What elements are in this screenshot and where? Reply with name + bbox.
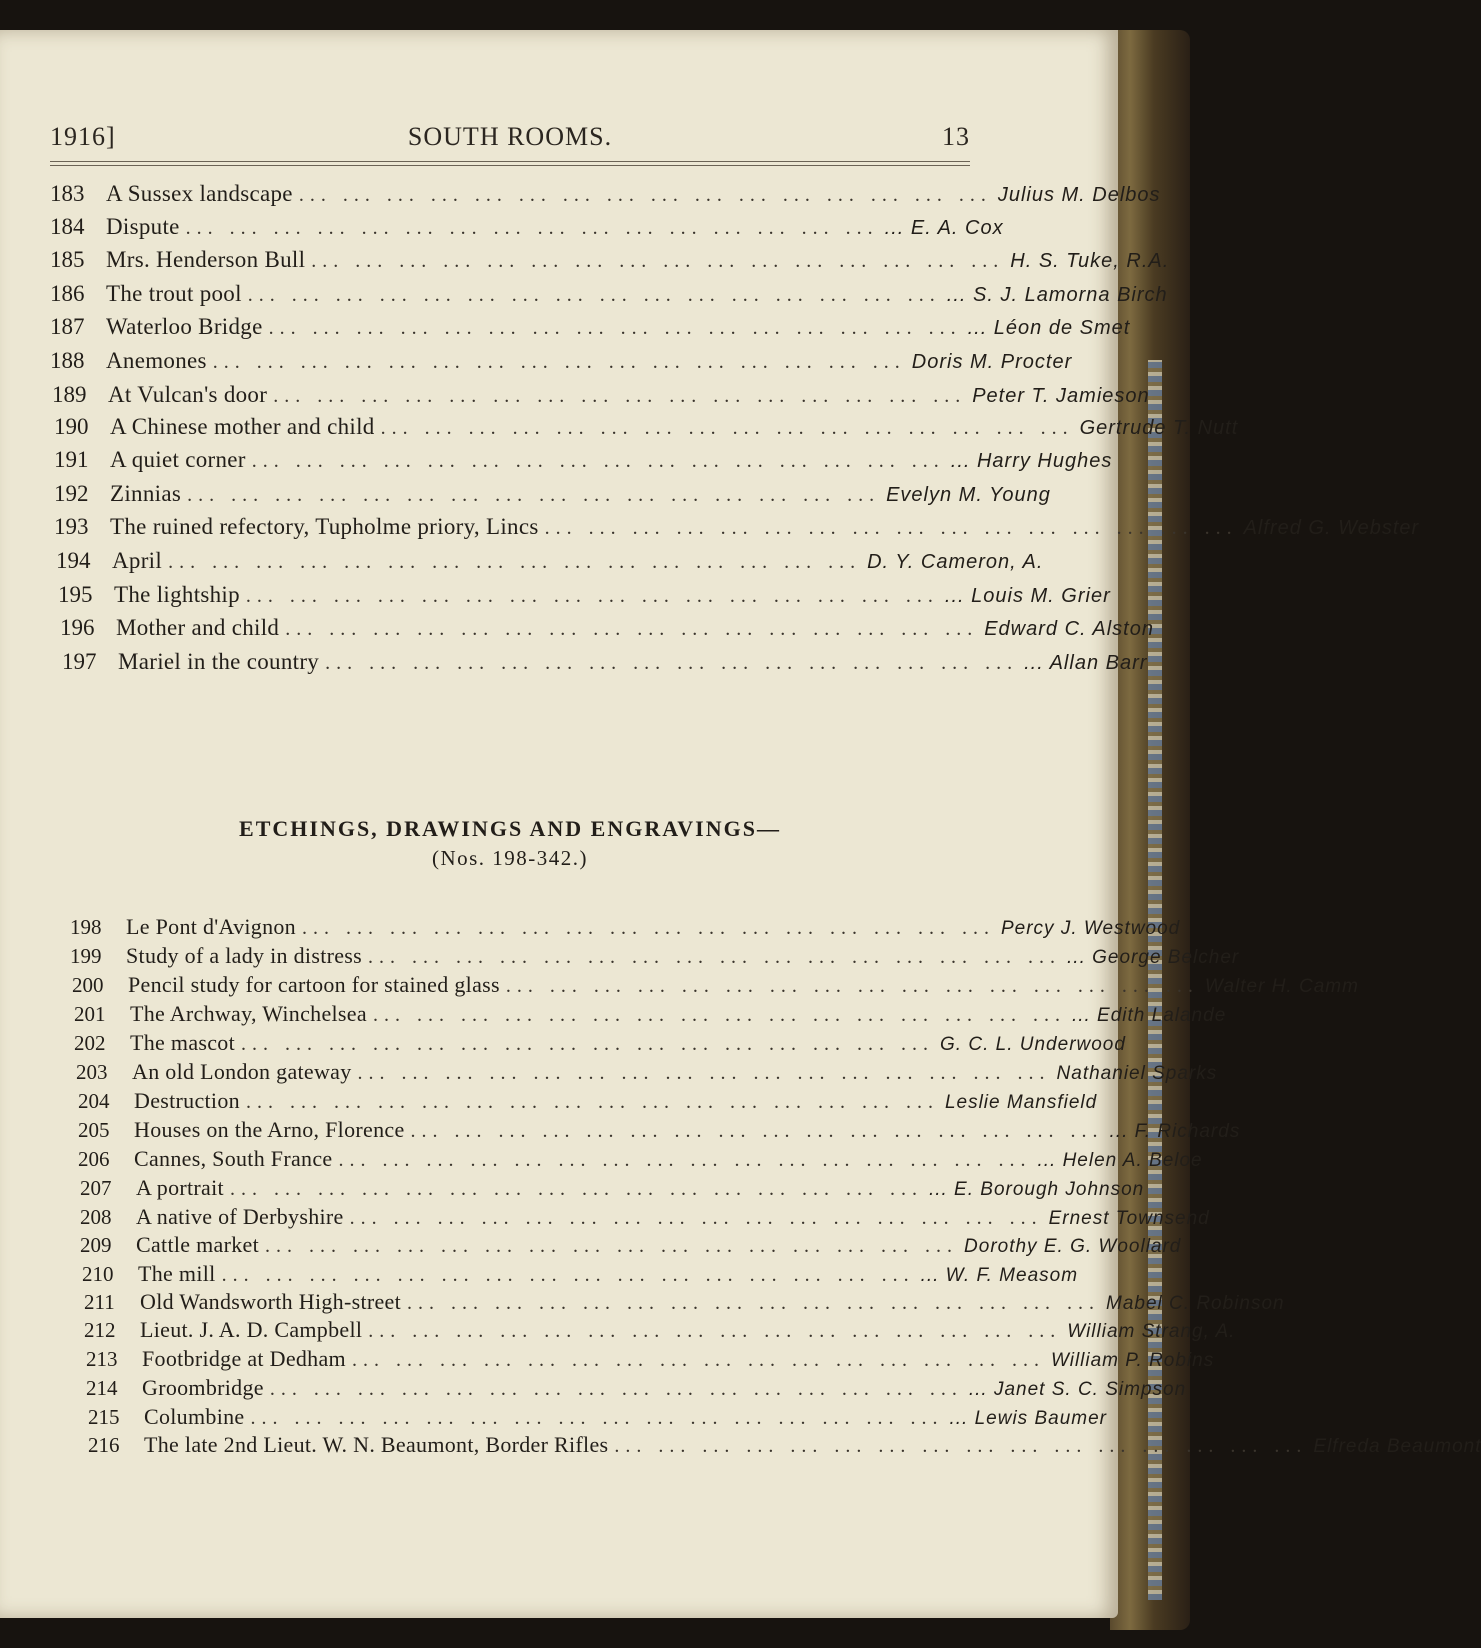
entry-artist: ... Léon de Smet — [967, 317, 1131, 339]
entry-artist: Dorothy E. G. Woollard — [964, 1236, 1182, 1257]
leader-dots: ... ... ... ... ... ... ... ... ... ... ... ... ... ... ... ... — [505, 975, 1199, 997]
entry-artist: ... W. F. Measom — [920, 1265, 1079, 1286]
entry-title: Old Wandsworth High-street — [140, 1289, 402, 1314]
header-rule — [50, 161, 970, 162]
leader-dots: ... ... ... ... ... ... ... ... ... ... ... ... ... ... ... ... — [338, 1149, 1032, 1171]
entry-title: An old London gateway — [132, 1059, 352, 1084]
entry-artist: Edward C. Alston — [984, 618, 1154, 640]
catalogue-entry — [50, 181, 1161, 207]
entry-number: 192 — [54, 481, 89, 506]
entry-title: The ruined refectory, Tupholme priory, Lincs — [110, 514, 539, 539]
entry-title: Mother and child — [116, 615, 280, 640]
catalogue-entry — [58, 582, 1111, 608]
catalogue-entry — [50, 247, 1170, 273]
entry-title: The late 2nd Lieut. W. N. Beaumont, Border Rifles — [144, 1432, 609, 1457]
entry-title: April — [112, 548, 163, 573]
entry-number: 204 — [78, 1089, 110, 1113]
entry-title: Destruction — [134, 1088, 240, 1113]
entry-artist: ... Louis M. Grier — [944, 585, 1111, 607]
entry-number: 196 — [60, 615, 95, 640]
leader-dots: ... ... ... ... ... ... ... ... ... ... ... ... ... ... ... ... — [265, 1235, 959, 1257]
page-number: 13 — [942, 122, 970, 151]
catalogue-entry — [80, 1232, 1182, 1258]
leader-dots: ... ... ... ... ... ... ... ... ... ... ... ... ... ... ... ... — [325, 652, 1019, 674]
entry-artist: ... Janet S. C. Simpson — [968, 1379, 1187, 1400]
leader-dots: ... ... ... ... ... ... ... ... ... ... ... ... ... ... ... ... — [372, 1004, 1066, 1026]
catalogue-entry — [52, 382, 1150, 408]
entry-artist: Mabel C. Robinson — [1106, 1293, 1285, 1314]
entry-number: 213 — [86, 1347, 118, 1371]
entry-number: 189 — [52, 382, 87, 407]
leader-dots: ... ... ... ... ... ... ... ... ... ... ... ... ... ... ... ... — [357, 1062, 1051, 1084]
catalogue-entry — [76, 1059, 1218, 1085]
entry-title: Pencil study for cartoon for stained glass — [128, 972, 500, 997]
header-year: 1916] — [50, 122, 116, 151]
catalogue-entry — [84, 1317, 1236, 1343]
entry-number: 191 — [54, 447, 89, 472]
entry-title: The mascot — [130, 1030, 236, 1055]
catalogue-entry — [78, 1117, 1241, 1143]
catalogue-entry — [74, 1001, 1227, 1027]
leader-dots: ... ... ... ... ... ... ... ... ... ... ... ... ... ... ... ... — [614, 1435, 1308, 1457]
header-title: SOUTH ROOMS. — [407, 122, 613, 151]
leader-dots: ... ... ... ... ... ... ... ... ... ... ... ... ... ... ... ... — [298, 184, 992, 206]
entry-artist: Julius M. Delbos — [997, 184, 1161, 206]
leader-dots: ... ... ... ... ... ... ... ... ... ... ... ... ... ... ... ... — [185, 217, 879, 239]
entry-number: 183 — [50, 181, 85, 206]
catalogue-entry — [74, 1030, 1126, 1056]
entry-artist: ... Allan Barr — [1024, 652, 1148, 674]
entry-artist: Peter T. Jamieson — [972, 385, 1150, 407]
leader-dots: ... ... ... ... ... ... ... ... ... ... ... ... ... ... ... ... — [247, 284, 941, 306]
catalogue-entry — [80, 1175, 1145, 1201]
leader-dots: ... ... ... ... ... ... ... ... ... ... ... ... ... ... ... ... — [212, 351, 906, 373]
entry-number: 190 — [54, 414, 89, 439]
entry-number: 215 — [88, 1405, 120, 1429]
leader-dots: ... ... ... ... ... ... ... ... ... ... ... ... ... ... ... ... — [311, 250, 1005, 272]
entry-title: Anemones — [106, 348, 207, 373]
catalogue-entry — [72, 972, 1359, 998]
entry-artist: Percy J. Westwood — [1000, 918, 1181, 939]
leader-dots: ... ... ... ... ... ... ... ... ... ... ... ... ... ... ... ... — [368, 1320, 1062, 1342]
entry-number: 211 — [84, 1290, 115, 1314]
leader-dots: ... ... ... ... ... ... ... ... ... ... ... ... ... ... ... ... — [368, 946, 1062, 968]
entry-artist: Walter H. Camm — [1204, 976, 1359, 997]
entry-artist: ... George Belcher — [1067, 947, 1240, 968]
catalogue-entry — [50, 348, 1073, 374]
leader-dots: ... ... ... ... ... ... ... ... ... ... ... ... ... ... ... ... — [245, 585, 939, 607]
catalogue-entry — [78, 1088, 1098, 1114]
leader-dots: ... ... ... ... ... ... ... ... ... ... ... ... ... ... ... ... — [351, 1349, 1045, 1371]
leader-dots: ... ... ... ... ... ... ... ... ... ... ... ... ... ... ... ... — [301, 917, 995, 939]
catalogue-entry — [82, 1261, 1079, 1287]
leader-dots: ... ... ... ... ... ... ... ... ... ... ... ... ... ... ... ... — [241, 1033, 935, 1055]
catalogue-entry — [78, 1146, 1203, 1172]
catalogue-entry — [50, 314, 1131, 340]
catalogue-entry — [86, 1375, 1187, 1401]
entry-title: At Vulcan's door — [108, 382, 268, 407]
entry-number: 185 — [50, 247, 85, 272]
catalogue-entry — [54, 514, 1420, 540]
section-subtitle: (Nos. 198-342.) — [431, 846, 589, 870]
entry-title: Mrs. Henderson Bull — [106, 247, 306, 272]
catalogue-entry — [56, 548, 1044, 574]
entry-artist: Ernest Townsend — [1048, 1208, 1210, 1229]
catalogue-entry — [62, 649, 1148, 675]
entry-artist: H. S. Tuke, R.A. — [1010, 250, 1170, 272]
entry-title: The trout pool — [106, 281, 242, 306]
entry-number: 199 — [70, 944, 102, 968]
leader-dots: ... ... ... ... ... ... ... ... ... ... ... ... ... ... ... ... — [273, 385, 967, 407]
entry-artist: Nathaniel Sparks — [1056, 1063, 1218, 1084]
catalogue-entry — [80, 1204, 1210, 1230]
entry-artist: ... Edith Lalande — [1071, 1005, 1227, 1026]
entry-number: 203 — [76, 1060, 108, 1084]
catalogue-entry — [70, 914, 1181, 940]
entry-title: A native of Derbyshire — [136, 1204, 344, 1229]
leader-dots: ... ... ... ... ... ... ... ... ... ... ... ... ... ... ... ... — [187, 484, 881, 506]
leader-dots: ... ... ... ... ... ... ... ... ... ... ... ... ... ... ... ... — [349, 1207, 1043, 1229]
catalogue-entry — [50, 281, 1168, 307]
entry-number: 216 — [88, 1433, 120, 1457]
entry-number: 194 — [56, 548, 91, 573]
entry-title: Houses on the Arno, Florence — [134, 1117, 405, 1142]
entry-artist: Elfreda Beaumont — [1313, 1436, 1481, 1457]
entry-number: 214 — [86, 1376, 118, 1400]
leader-dots: ... ... ... ... ... ... ... ... ... ... ... ... ... ... ... ... — [268, 317, 962, 339]
entry-title: Waterloo Bridge — [106, 314, 263, 339]
catalogue-entry — [50, 214, 1004, 240]
section-title: ETCHINGS, DRAWINGS AND ENGRAVINGS— — [239, 816, 781, 841]
entry-artist: ... Lewis Baumer — [949, 1408, 1107, 1429]
leader-dots: ... ... ... ... ... ... ... ... ... ... ... ... ... ... ... ... — [410, 1120, 1104, 1142]
leader-dots: ... ... ... ... ... ... ... ... ... ... ... ... ... ... ... ... — [229, 1178, 923, 1200]
entry-title: Cannes, South France — [134, 1146, 333, 1171]
entry-number: 210 — [82, 1262, 114, 1286]
leader-dots: ... ... ... ... ... ... ... ... ... ... ... ... ... ... ... ... — [250, 1407, 944, 1429]
leader-dots: ... ... ... ... ... ... ... ... ... ... ... ... ... ... ... ... — [168, 551, 862, 573]
entry-number: 187 — [50, 314, 85, 339]
entry-artist: William P. Robins — [1050, 1350, 1215, 1371]
entry-artist: Doris M. Procter — [911, 351, 1073, 373]
leader-dots: ... ... ... ... ... ... ... ... ... ... ... ... ... ... ... ... — [380, 417, 1074, 439]
entry-title: A portrait — [136, 1175, 224, 1200]
entry-title: Cattle market — [136, 1232, 260, 1257]
entry-artist: Gertrude T. Nutt — [1079, 417, 1239, 439]
entry-artist: ... E. Borough Johnson — [928, 1179, 1145, 1200]
entry-title: A Chinese mother and child — [110, 414, 375, 439]
entry-title: Groombridge — [142, 1375, 264, 1400]
entry-artist: ... S. J. Lamorna Birch — [946, 284, 1168, 306]
entry-title: The lightship — [114, 582, 240, 607]
entry-title: Zinnias — [110, 481, 182, 506]
catalogue-entry — [86, 1346, 1215, 1372]
catalogue-entry — [88, 1404, 1107, 1430]
entry-number: 198 — [70, 915, 102, 939]
entry-artist: ... F. Richards — [1109, 1121, 1241, 1142]
leader-dots: ... ... ... ... ... ... ... ... ... ... ... ... ... ... ... ... — [269, 1378, 963, 1400]
entry-number: 206 — [78, 1147, 110, 1171]
catalogue-entry — [54, 447, 1113, 473]
entry-artist: G. C. L. Underwood — [940, 1034, 1126, 1055]
entry-number: 186 — [50, 281, 85, 306]
entry-title: Columbine — [144, 1404, 245, 1429]
entry-number: 212 — [84, 1318, 116, 1342]
entry-title: Mariel in the country — [118, 649, 320, 674]
catalogue-entry — [54, 481, 1051, 507]
entry-artist: Leslie Mansfield — [944, 1092, 1098, 1113]
running-header — [50, 122, 970, 162]
leader-dots: ... ... ... ... ... ... ... ... ... ... ... ... ... ... ... ... — [285, 618, 979, 640]
entry-title: Dispute — [106, 214, 180, 239]
leader-dots: ... ... ... ... ... ... ... ... ... ... ... ... ... ... ... ... — [221, 1264, 915, 1286]
entry-number: 200 — [72, 973, 104, 997]
entry-artist: Alfred G. Webster — [1243, 517, 1420, 539]
entry-number: 202 — [74, 1031, 106, 1055]
leader-dots: ... ... ... ... ... ... ... ... ... ... ... ... ... ... ... ... — [245, 1091, 939, 1113]
entry-number: 208 — [80, 1205, 112, 1229]
catalogue-entry — [88, 1432, 1481, 1458]
header-rule-thin — [50, 165, 970, 166]
entry-artist: ... Harry Hughes — [950, 450, 1113, 472]
entry-title: Le Pont d'Avignon — [126, 914, 296, 939]
entry-artist: William Strang, A. — [1067, 1321, 1236, 1342]
entry-title: Study of a lady in distress — [126, 943, 363, 968]
entry-title: Lieut. J. A. D. Campbell — [140, 1317, 363, 1342]
entry-number: 209 — [80, 1233, 112, 1257]
entry-title: The mill — [138, 1261, 216, 1286]
leader-dots: ... ... ... ... ... ... ... ... ... ... ... ... ... ... ... ... — [407, 1292, 1101, 1314]
entry-number: 197 — [62, 649, 97, 674]
entry-title: Footbridge at Dedham — [142, 1346, 346, 1371]
entry-number: 201 — [74, 1002, 106, 1026]
entry-artist: ... E. A. Cox — [884, 217, 1004, 239]
catalogue-entry — [54, 414, 1239, 440]
catalogue-entry — [84, 1289, 1285, 1315]
book-page — [0, 30, 1481, 1618]
entry-number: 195 — [58, 582, 93, 607]
catalogue-entry — [60, 615, 1154, 641]
entry-artist: D. Y. Cameron, A. — [867, 551, 1044, 573]
entry-artist: Evelyn M. Young — [886, 484, 1051, 506]
entry-title: A quiet corner — [110, 447, 246, 472]
leader-dots: ... ... ... ... ... ... ... ... ... ... ... ... ... ... ... ... — [251, 450, 945, 472]
entry-number: 184 — [50, 214, 85, 239]
entry-number: 207 — [80, 1176, 112, 1200]
leader-dots: ... ... ... ... ... ... ... ... ... ... ... ... ... ... ... ... — [544, 517, 1238, 539]
entry-artist: ... Helen A. Beloe — [1037, 1150, 1203, 1171]
entry-number: 205 — [78, 1118, 110, 1142]
entry-number: 188 — [50, 348, 85, 373]
catalogue-entry — [70, 943, 1240, 969]
entry-title: The Archway, Winchelsea — [130, 1001, 367, 1026]
entry-number: 193 — [54, 514, 89, 539]
entry-title: A Sussex landscape — [106, 181, 293, 206]
